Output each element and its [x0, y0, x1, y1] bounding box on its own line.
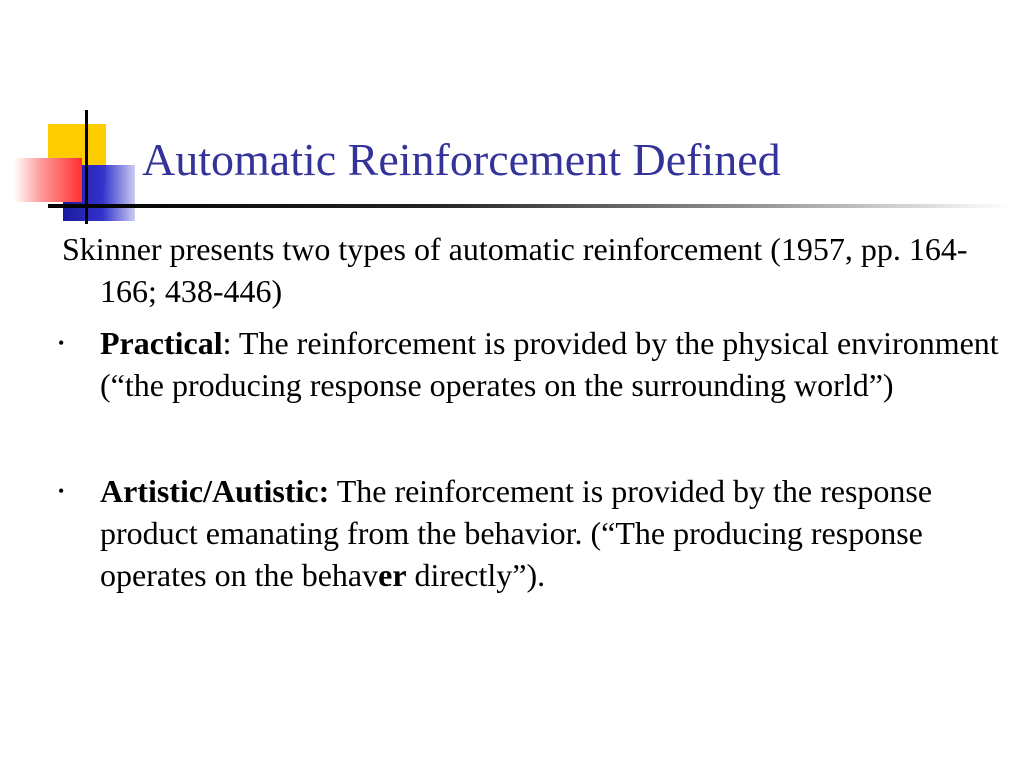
intro-paragraph: Skinner presents two types of automatic reinforcement (1957, pp. 164-166; 438-446): [62, 231, 968, 309]
slide-title: Automatic Reinforcement Defined: [142, 134, 781, 185]
bullet-text-bold: er: [378, 557, 407, 593]
bullet-term: Artistic/Autistic:: [100, 473, 330, 509]
bullet-term: Practical: [100, 325, 223, 361]
bullet-text-end: directly”).: [406, 557, 546, 593]
bullet-icon: •: [58, 333, 65, 353]
bullet-icon: •: [58, 481, 65, 501]
bullet-item-artistic: [58, 470, 1012, 596]
red-bar-decoration: [14, 158, 82, 202]
slide-body: [58, 228, 1012, 596]
title-underline: [48, 204, 1008, 208]
bullet-item-practical: [58, 322, 1012, 406]
bullet-text: : The reinforcement is provided by the physical environment (“the producing response operates on the surrounding world”): [100, 325, 999, 403]
bullet-text: The reinforcement is provided by the response product emanating from the behavior. (“The producing response operates on the behav: [100, 473, 933, 593]
